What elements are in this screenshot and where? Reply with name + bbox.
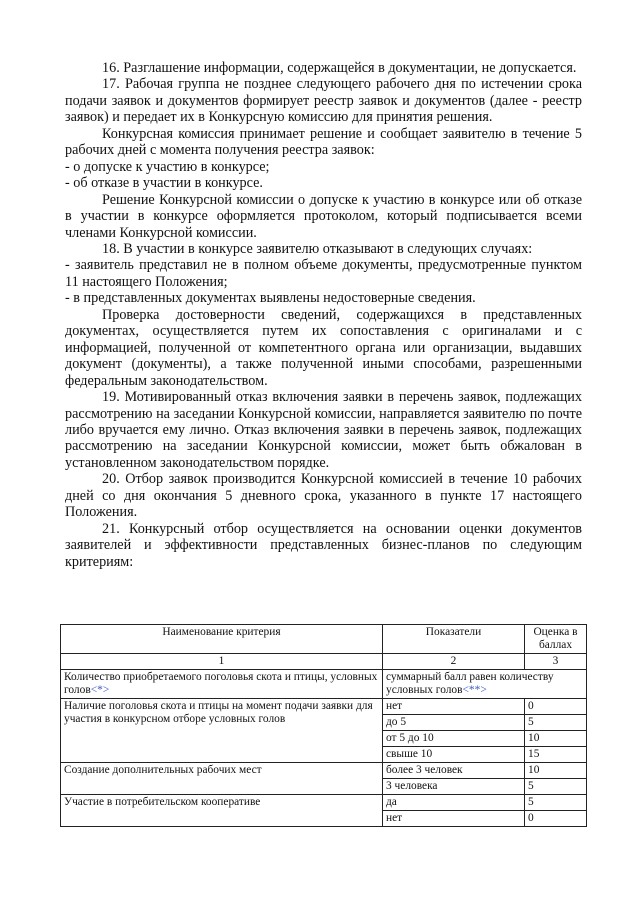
indicator-cell: суммарный балл равен количеству условных голов<**> [383, 670, 587, 699]
score-cell: 10 [525, 731, 587, 747]
header-indicators: Показатели [383, 625, 525, 654]
indicator-cell: нет [383, 811, 525, 827]
indicator-cell: 3 человека [383, 779, 525, 795]
score-cell: 15 [525, 747, 587, 763]
paragraph-19: 19. Мотивированный отказ включения заявки в перечень заявок, подлежащих рассмотрению на заседании Конкурсной комиссии, направляется заявителю по почте либо вручается ему лично. Отказ включения заявки в перечень заявок, подлежащих рассмотрению на заседании Конкурсной комиссии, может быть обжалован в установленном законодательством порядке. [65, 389, 582, 471]
indicator-cell: от 5 до 10 [383, 731, 525, 747]
criterion-cell: Создание дополнительных рабочих мест [61, 763, 383, 795]
paragraph-18-verification: Проверка достоверности сведений, содержащихся в представленных документах, осуществляется путем их сопоставления с оригиналами и с информацией, полученной от компетентного органа или организации, выдавших документ (документы), а также полученной иными способами, разрешенными федеральным законодательством. [65, 306, 582, 389]
table-row [61, 699, 587, 715]
criteria-table [60, 624, 586, 827]
indicator-cell: свыше 10 [383, 747, 525, 763]
paragraph-17-decision: Решение Конкурсной комиссии о допуске к участию в конкурсе или об отказе в участии в конкурсе оформляется протоколом, который подписывается всеми членами Конкурсной комиссии. [65, 191, 582, 241]
table-row [61, 795, 587, 811]
score-cell: 0 [525, 699, 587, 715]
indicator-cell: более 3 человек [383, 763, 525, 779]
table-row [61, 763, 587, 779]
criterion-cell: Участие в потребительском кооперативе [61, 795, 383, 827]
criterion-cell: Количество приобретаемого поголовья скота и птицы, условных голов<*> [61, 670, 383, 699]
header-score: Оценка в баллах [525, 625, 587, 654]
footnote-link[interactable]: <*> [90, 684, 110, 696]
paragraph-17-admission: - о допуске к участию в конкурсе; [65, 158, 270, 175]
score-cell: 5 [525, 715, 587, 731]
paragraph-17-refusal: - об отказе в участии в конкурсе. [65, 175, 263, 192]
table-header-row [61, 625, 587, 654]
header-criterion: Наименование критерия [61, 625, 383, 654]
paragraph-16: 16. Разглашение информации, содержащейся в документации, не допускается. [102, 60, 577, 76]
column-number: 2 [383, 654, 525, 670]
score-cell: 0 [525, 811, 587, 827]
paragraph-17: 17. Рабочая группа не позднее следующего рабочего дня по истечении срока подачи заявок и документов формирует реестр заявок и документов (далее - реестр заявок) и передает их в Конкурсную комиссию для принятия решения. [65, 76, 582, 126]
indicator-cell: до 5 [383, 715, 525, 731]
score-cell: 10 [525, 763, 587, 779]
score-cell: 5 [525, 795, 587, 811]
score-cell: 5 [525, 779, 587, 795]
footnote-link[interactable]: <**> [462, 684, 487, 696]
paragraph-17-commission: Конкурсная комиссия принимает решение и сообщает заявителю в течение 5 рабочих дней с момента получения реестра заявок: [65, 125, 582, 159]
indicator-cell: да [383, 795, 525, 811]
paragraph-21: 21. Конкурсный отбор осуществляется на основании оценки документов заявителей и эффективности представленных бизнес-планов по следующим критериям: [65, 520, 582, 570]
indicator-cell: нет [383, 699, 525, 715]
paragraph-18-incomplete: - заявитель представил не в полном объеме документы, предусмотренные пунктом 11 настоящего Положения; [65, 257, 582, 290]
criterion-cell: Наличие поголовья скота и птицы на момент подачи заявки для участия в конкурсном отборе условных голов [61, 699, 383, 763]
table-row [61, 670, 587, 699]
table-number-row [61, 654, 587, 670]
column-number: 3 [525, 654, 587, 670]
paragraph-20: 20. Отбор заявок производится Конкурсной комиссией в течение 10 рабочих дней со дня окончания 5 дневного срока, указанного в пункте 17 настоящего Положения. [65, 471, 582, 521]
paragraph-18: 18. В участии в конкурсе заявителю отказывают в следующих случаях: [102, 240, 533, 257]
document-body [65, 60, 582, 570]
column-number: 1 [61, 654, 383, 670]
paragraph-18-false-info: - в представленных документах выявлены недостоверные сведения. [65, 290, 476, 307]
